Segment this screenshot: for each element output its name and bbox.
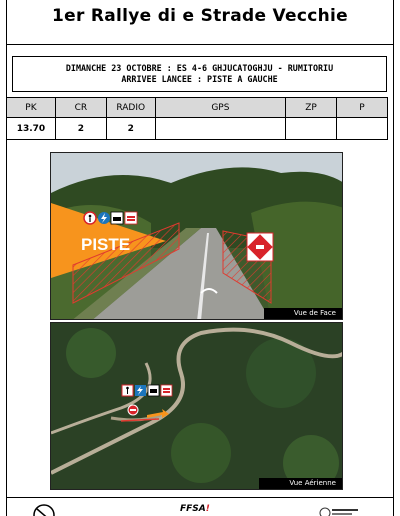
aerial-lightning-icon [135, 385, 146, 396]
ffsa-logo [180, 504, 210, 514]
header-zp: ZP [286, 98, 337, 118]
ffsa-logo-accent: ! [205, 504, 210, 514]
cell-gps [155, 118, 285, 140]
stage-line-2: ARRIVEE LANCEE : PISTE A GAUCHE [121, 74, 278, 84]
footer-divider [6, 497, 394, 498]
front-view-caption: Vue de Face [264, 308, 342, 319]
lightning-icon [98, 212, 110, 224]
header-gps: GPS [155, 98, 285, 118]
stage-info-box [12, 56, 387, 92]
car-icon [111, 212, 123, 224]
table-row [7, 118, 388, 140]
cell-p [337, 118, 388, 140]
piste-label: PISTE [81, 235, 131, 254]
title-divider [6, 44, 394, 45]
aerial-barrier-icon [161, 385, 172, 396]
ffsa-logo-text: FFSA [180, 504, 206, 514]
header-pk: PK [7, 98, 56, 118]
header-cr: CR [55, 98, 106, 118]
cell-zp [286, 118, 337, 140]
table-header-row [7, 98, 388, 118]
aerial-car-icon [148, 385, 159, 396]
aerial-no-entry-icon [128, 405, 138, 415]
pedestrian-icon [84, 212, 96, 224]
cell-cr: 2 [55, 118, 106, 140]
cell-pk: 13.70 [7, 118, 56, 140]
aerial-view-caption: Vue Aérienne [259, 478, 342, 489]
aerial-view-photo [50, 322, 343, 490]
aerial-view-illustration [51, 323, 343, 490]
stage-line-1: DIMANCHE 23 OCTOBRE : ES 4-6 GHJUCATOGHJU - RUMITORIU [65, 63, 334, 73]
page-title: 1er Rallye di e Strade Vecchie [52, 6, 348, 26]
no-entry-sign [247, 233, 273, 261]
aerial-pedestrian-icon [122, 385, 133, 396]
league-logo [318, 502, 362, 516]
header-p: P [337, 98, 388, 118]
pacenote-table [6, 97, 388, 140]
front-view-photo [50, 152, 343, 320]
barrier-icon [125, 212, 137, 224]
front-view-illustration [51, 153, 343, 320]
no-entry-logo [32, 502, 56, 516]
header-radio: RADIO [106, 98, 155, 118]
cell-radio: 2 [106, 118, 155, 140]
